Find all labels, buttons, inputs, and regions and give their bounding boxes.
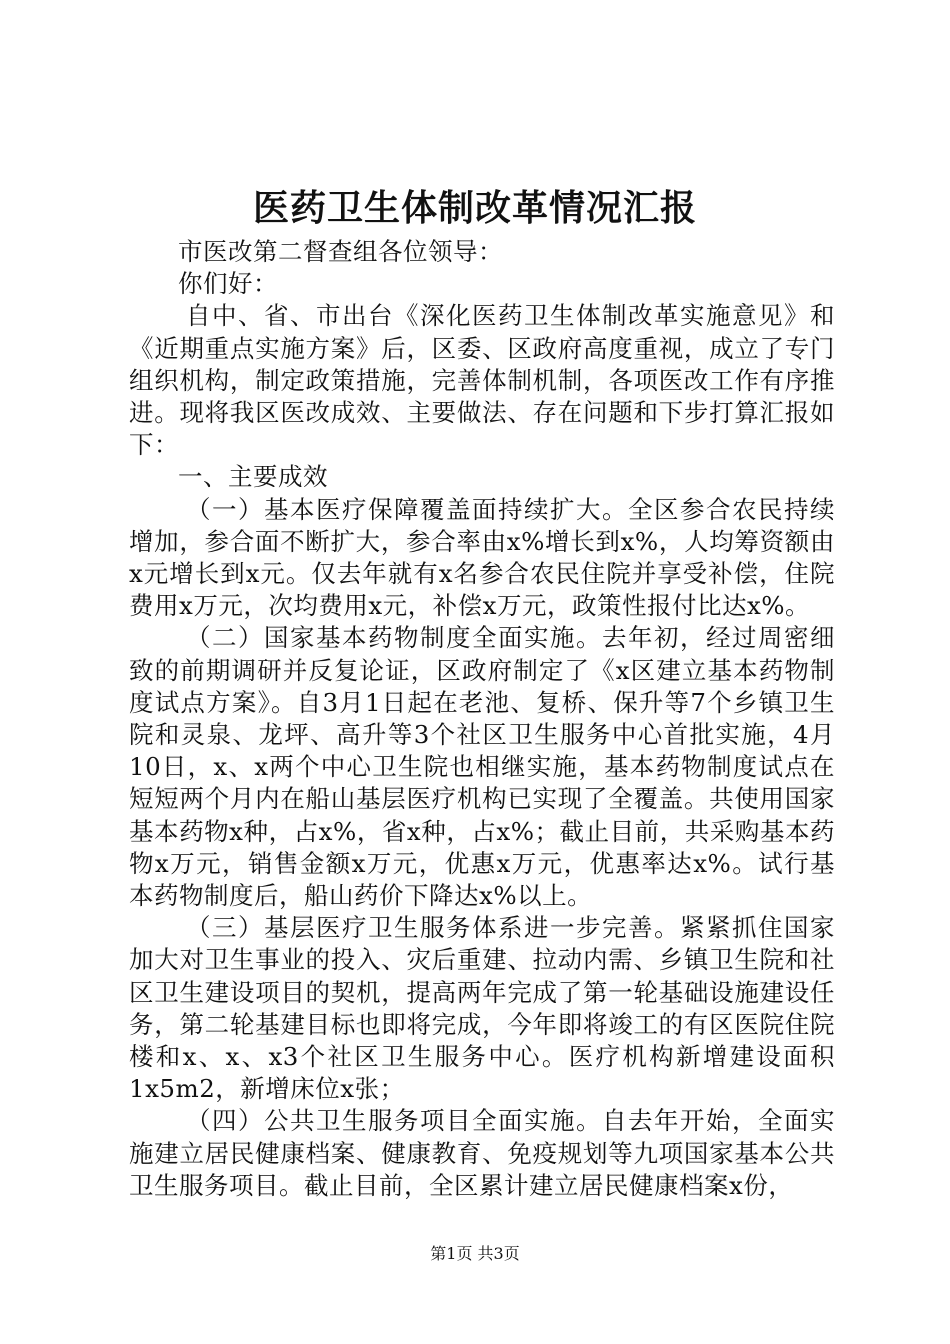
page-number-footer: 第1页 共3页: [430, 1244, 520, 1263]
paragraph-public-health: （四）公共卫生服务项目全面实施。自去年开始，全面实施建立居民健康档案、健康教育、免疫规划等九项国家基本公共卫生服务项目。截止目前，全区累计建立居民健康档案x份，: [129, 1106, 835, 1200]
salutation: 市医改第二督查组各位领导：: [178, 237, 503, 266]
document-title: 医药卫生体制改革情况汇报: [252, 187, 697, 229]
paragraph-essential-drugs: （二）国家基本药物制度全面实施。去年初，经过周密细致的前期调研并反复论证，区政府制定了《x区建立基本药物制度试点方案》。自3月1日起在老池、复桥、保升等7个乡镇卫生院和灵泉、龙坪、高升等3个社区卫生服务中心首批实施，4月10日，x、x两个中心卫生院也相继实施，基本药物制度试点在短短两个月内在船山基层医疗机构已实现了全覆盖。共使用国家基本药物x种，占x%，省x种，占x%；截止目前，共采购基本药物x万元，销售金额x万元，优惠x万元，优惠率达x%。试行基本药物制度后，船山药价下降达x%以上。: [129, 623, 835, 911]
document-body: [129, 236, 835, 1202]
paragraph-medical-insurance: （一）基本医疗保障覆盖面持续扩大。全区参合农民持续增加，参合面不断扩大，参合率由x%增长到x%，人均筹资额由x元增长到x元。仅去年就有x名参合农民住院并享受补偿，住院费用x万元，次均费用x元，补偿x万元，政策性报付比达x%。: [129, 494, 835, 621]
section-heading: 一、主要成效: [178, 462, 328, 492]
intro-paragraph: 自中、省、市出台《深化医药卫生体制改革实施意见》和《近期重点实施方案》后，区委、区政府高度重视，成立了专门组织机构，制定政策措施，完善体制机制，各项医改工作有序推进。现将我区医改成效、主要做法、存在问题和下步打算汇报如下：: [129, 301, 835, 460]
paragraph-primary-care: （三）基层医疗卫生服务体系进一步完善。紧紧抓住国家加大对卫生事业的投入、灾后重建、拉动内需、乡镇卫生院和社区卫生建设项目的契机，提高两年完成了第一轮基础设施建设任务，第二轮基建目标也即将完成，今年即将竣工的有区医院住院楼和x、x、x3个社区卫生服务中心。医疗机构新增建设面积1x5m2，新增床位x张；: [129, 913, 835, 1104]
greeting: 你们好：: [178, 269, 278, 299]
